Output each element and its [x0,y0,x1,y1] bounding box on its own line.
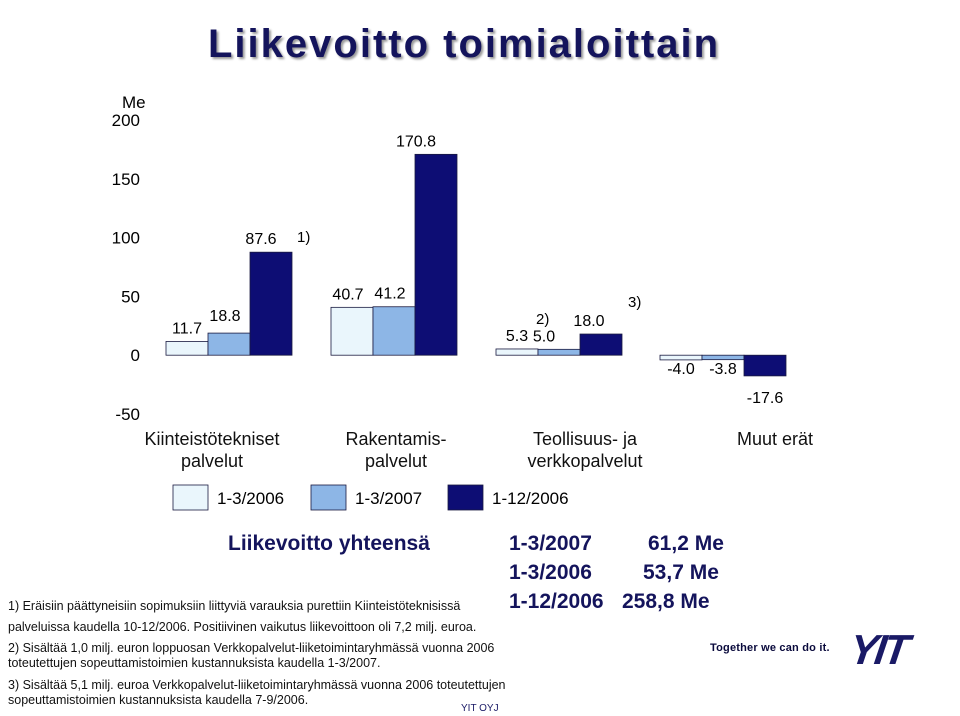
y-tick-label: 0 [130,346,140,366]
bar [208,333,250,355]
category-label: verkkopalvelut [527,451,643,471]
y-tick-label: 150 [111,169,140,189]
bar [538,349,580,355]
data-label: -4.0 [667,361,695,379]
annotation-marker: 2) [536,311,550,329]
summary-label: Liikevoitto yhteensä [228,532,430,555]
annotation-marker: 3) [628,294,642,312]
y-axis-label: Me [122,93,146,112]
legend-label: 1-3/2006 [217,489,285,508]
bars [166,154,786,379]
footnote-line: sopeuttamistoimien kustannuksista kaudella 7-9/2006. [8,693,309,707]
summary-value: 53,7 Me [643,561,719,584]
legend-swatch [173,485,208,510]
data-label: 11.7 [172,320,202,338]
annotation-marker: 1) [297,229,311,247]
category-label: Kiinteistötekniset [144,429,280,449]
data-label: -3.8 [709,361,737,379]
data-label: 40.7 [332,286,364,304]
legend-label: 1-3/2007 [355,489,423,508]
bar [373,307,415,355]
bar [496,349,538,355]
brand-logo: YIT [846,626,910,673]
bar [660,355,702,360]
footnote-line: palveluissa kaudella 10-12/2006. Positiivinen vaikutus liikevoittoon oli 7,2 milj. euroa. [8,620,477,634]
bar [744,355,786,376]
data-label: 18.0 [573,313,605,331]
footnote-line: 3) Sisältää 5,1 milj. euroa Verkkopalvelut-liiketoimintaryhmässä vuonna 2006 toteutettujen [8,678,506,692]
category-label: palvelut [180,451,244,471]
bar [415,154,457,355]
brand-tagline: Together we can do it. [710,642,830,654]
data-label: 5.0 [532,328,556,346]
footnote-line: toteutettujen sopeuttamistoimien kustannuksista kaudella 1-3/2007. [8,656,381,670]
data-label: 18.8 [209,308,241,326]
bar [702,355,744,359]
legend-label: 1-12/2006 [492,489,569,508]
summary-period: 1-3/2006 [509,561,592,584]
footnote-line: 2) Sisältää 1,0 milj. euron loppuosan Verkkopalvelut-liiketoimintaryhmässä vuonna 2006 [8,641,495,655]
footer-text: YIT OYJ [461,703,499,714]
page-title: Liikevoitto toimialoittain [208,22,721,66]
category-label: Teollisuus- ja [532,429,638,449]
data-label: 170.8 [395,133,437,151]
legend-swatch [311,485,346,510]
y-tick-label: 200 [111,111,140,130]
legend-swatch [448,485,483,510]
category-label: Rakentamis- [345,429,447,449]
summary-value: 61,2 Me [648,532,724,555]
y-tick-label: 50 [121,287,140,307]
bar [250,252,292,355]
legend [173,485,569,510]
data-label: 87.6 [245,231,277,249]
data-label: 5.3 [505,327,529,345]
category-label: palvelut [364,451,428,471]
footnote-line: 1) Eräisiin päättyneisiin sopimuksiin liittyviä varauksia purettiin Kiinteistöteknisissä [8,599,461,613]
bar [580,334,622,355]
data-label: 41.2 [374,285,406,303]
y-axis [112,93,146,424]
y-tick-label: -50 [115,405,140,424]
bar [166,341,208,355]
category-label: Muut erät [736,429,814,449]
summary-period: 1-3/2007 [509,532,592,555]
data-label: -17.6 [746,389,784,407]
y-tick-label: 100 [111,228,140,248]
category-labels [144,429,813,471]
summary-value: 258,8 Me [622,590,710,613]
bar [331,307,373,355]
summary-period: 1-12/2006 [509,590,604,613]
